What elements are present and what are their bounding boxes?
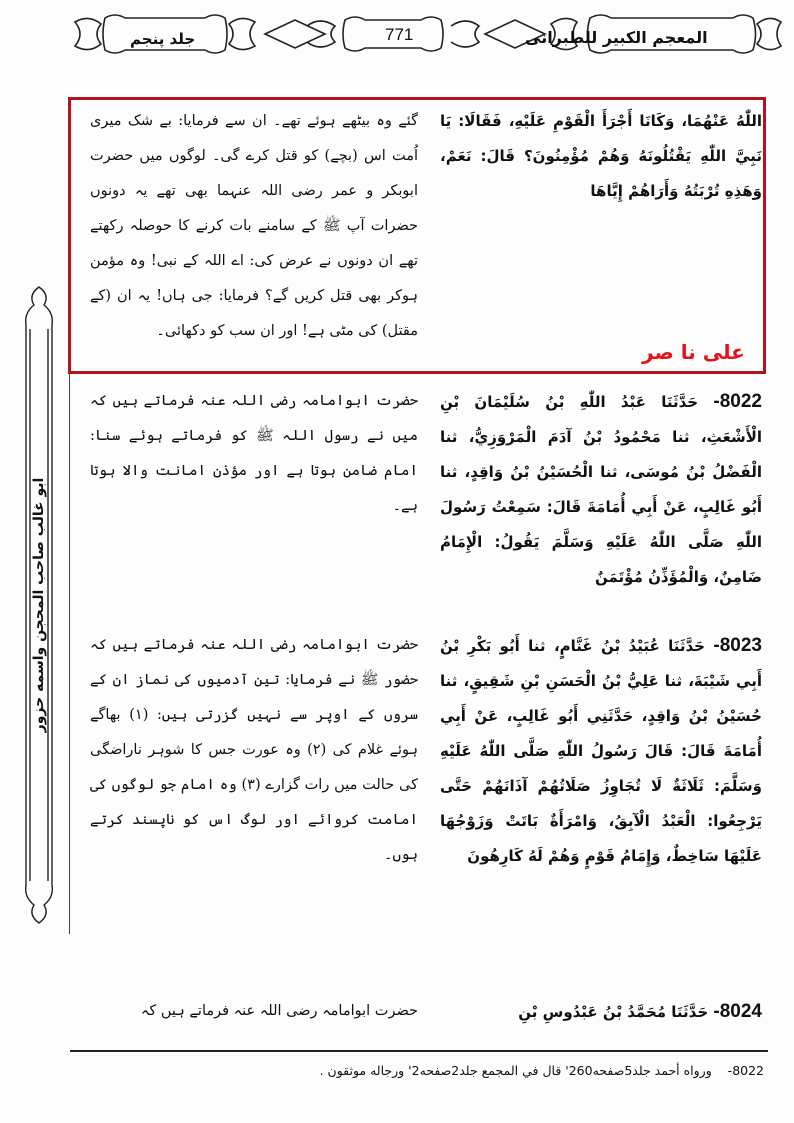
- side-note-frame: [22, 285, 56, 925]
- hadith-text: حَدَّثَنَا مُحَمَّدُ بْنُ عَبْدُوسِ بْنِ: [518, 1003, 709, 1021]
- hadith-text: حَدَّثَنَا عُبَيْدُ بْنُ غَنَّامٍ، ثنا أَبُو بَكْرِ بْنُ أَبِي شَيْبَةَ، ثنا عَلِيُّ بْنُ الْحَسَنِ بْنِ شَقِيقٍ، ثنا حُسَيْنُ بْنُ وَاقِدٍ، حَدَّثَنِي أَبُو غَالِبٍ، عَنْ أَبِي أُمَامَةَ قَالَ: قَالَ رَسُولُ اللّٰهِ صَلَّى اللّٰهُ عَلَيْهِ وَسَلَّمَ: ثَلَاثَةٌ لَا تُجَاوِزُ صَلَاتُهُمْ آذَانَهُمْ حَتَّى يَرْجِعُوا: الْعَبْدُ الْآبِقُ، وَامْرَأَةٌ بَاتَتْ وَزَوْجُهَا عَلَيْهَا سَاخِطٌ، وَإِمَامُ قَوْمٍ وَهُمْ لَهُ كَارِهُونَ: [440, 637, 762, 865]
- footnote-text: ورواه أحمد جلد5صفحه260' قال في المجمع جلد2صفحه2' ورجاله موثقون .: [319, 1063, 712, 1078]
- urdu-translation-continuation: گئے وہ بیٹھے ہوئے تھے۔ ان سے فرمایا: بے شک میری اُمت اس (بچے) کو قتل کرے گی۔ لوگوں میں حضرت ابوبکر و عمر رضی اللہ عنہما بھی تھے یہ دونوں حضرات آپ ﷺ کے سامنے بات کرنے کا حوصلہ رکھتے تھے ان دونوں نے عرض کی: اے اللہ کے نبی! وہ مؤمن ہوکر بھی قتل کریں گے؟ فرمایا: جی ہاں! یہ ان (کے مقتل) کی مٹی ہے! اور ان سب کو دکھائی۔: [90, 113, 418, 339]
- footnote-rule: [70, 1050, 768, 1052]
- hadith-8024-urdu: حضرت ابوامامہ رضی اللہ عنہ فرماتے ہیں کہ: [140, 1003, 418, 1019]
- arabic-text-continuation: اللّٰهُ عَنْهُمَا، وَكَانَا أَجْرَأَ الْقَوْمِ عَلَيْهِ، فَقَالَا: يَا نَبِيَّ اللّٰهِ يَقْتُلُونَهُ وَهُمْ مُؤْمِنُونَ؟ قَالَ: نَعَمْ، وَهَذِهِ تُرْبَتُهُ وَأَرَاهُمْ إِيَّاهَا: [440, 112, 762, 200]
- hadith-8022-urdu: حضرت ابوامامہ رضی اللہ عنہ فرماتے ہیں کہ میں نے رسول اللہ ﷺ کو فرماتے ہوئے سنا: امام ضامن ہوتا ہے اور مؤذن امانت والا ہوتا ہے۔: [90, 393, 418, 514]
- volume-label: جلد پنجم: [130, 30, 196, 48]
- hadith-number: 8022-: [713, 391, 762, 412]
- side-note-text: ابو غالب صاحب المحجن واسمه حزور: [31, 477, 47, 733]
- hadith-8024-arabic: [440, 994, 762, 1030]
- footnote: [320, 1063, 764, 1078]
- page-header: [45, 8, 785, 60]
- hadith-number: 8023-: [713, 635, 762, 656]
- book-title: المعجم الکبیر للطبرانی: [525, 28, 708, 47]
- footnote-number: 8022-: [727, 1063, 764, 1078]
- column-divider: [69, 374, 70, 934]
- hadith-8022-arabic: [440, 384, 762, 595]
- page-number: 771: [385, 25, 414, 44]
- stamp-text: علی نا صر: [642, 340, 745, 364]
- hadith-8023-urdu: حضرت ابوامامہ رضی اللہ عنہ فرماتے ہیں کہ حضور ﷺ نے فرمایا: تین آدمیوں کی نماز ان کے سروں کے اوپر سے نہیں گزرتی ہیں: (۱) بھاگے ہوئے غلام کی (۲) وہ عورت جس کا شوہر ناراضگی کی حالت میں رات گزارے (۳) وہ امام جو لوگوں کی امامت کروائے اور لوگ اس کو ناپسند کرتے ہوں۔: [90, 637, 418, 863]
- hadith-8023-arabic: [440, 628, 762, 874]
- hadith-text: حَدَّثَنَا عَبْدُ اللّٰهِ بْنُ سُلَيْمَانَ بْنِ الْأَشْعَثِ، ثنا مَحْمُودُ بْنُ آدَمَ الْمَرْوَزِيُّ، ثنا الْفَضْلُ بْنُ مُوسَى، ثنا الْحُسَيْنُ بْنُ وَاقِدٍ، ثنا أَبُو غَالِبٍ، عَنْ أَبِي أُمَامَةَ قَالَ: سَمِعْتُ رَسُولَ اللّٰهِ صَلَّى اللّٰهُ عَلَيْهِ وَسَلَّمَ يَقُولُ: الْإِمَامُ ضَامِنٌ، وَالْمُؤَذِّنُ مُؤْتَمَنٌ: [440, 393, 762, 586]
- hadith-number: 8024-: [713, 1001, 762, 1022]
